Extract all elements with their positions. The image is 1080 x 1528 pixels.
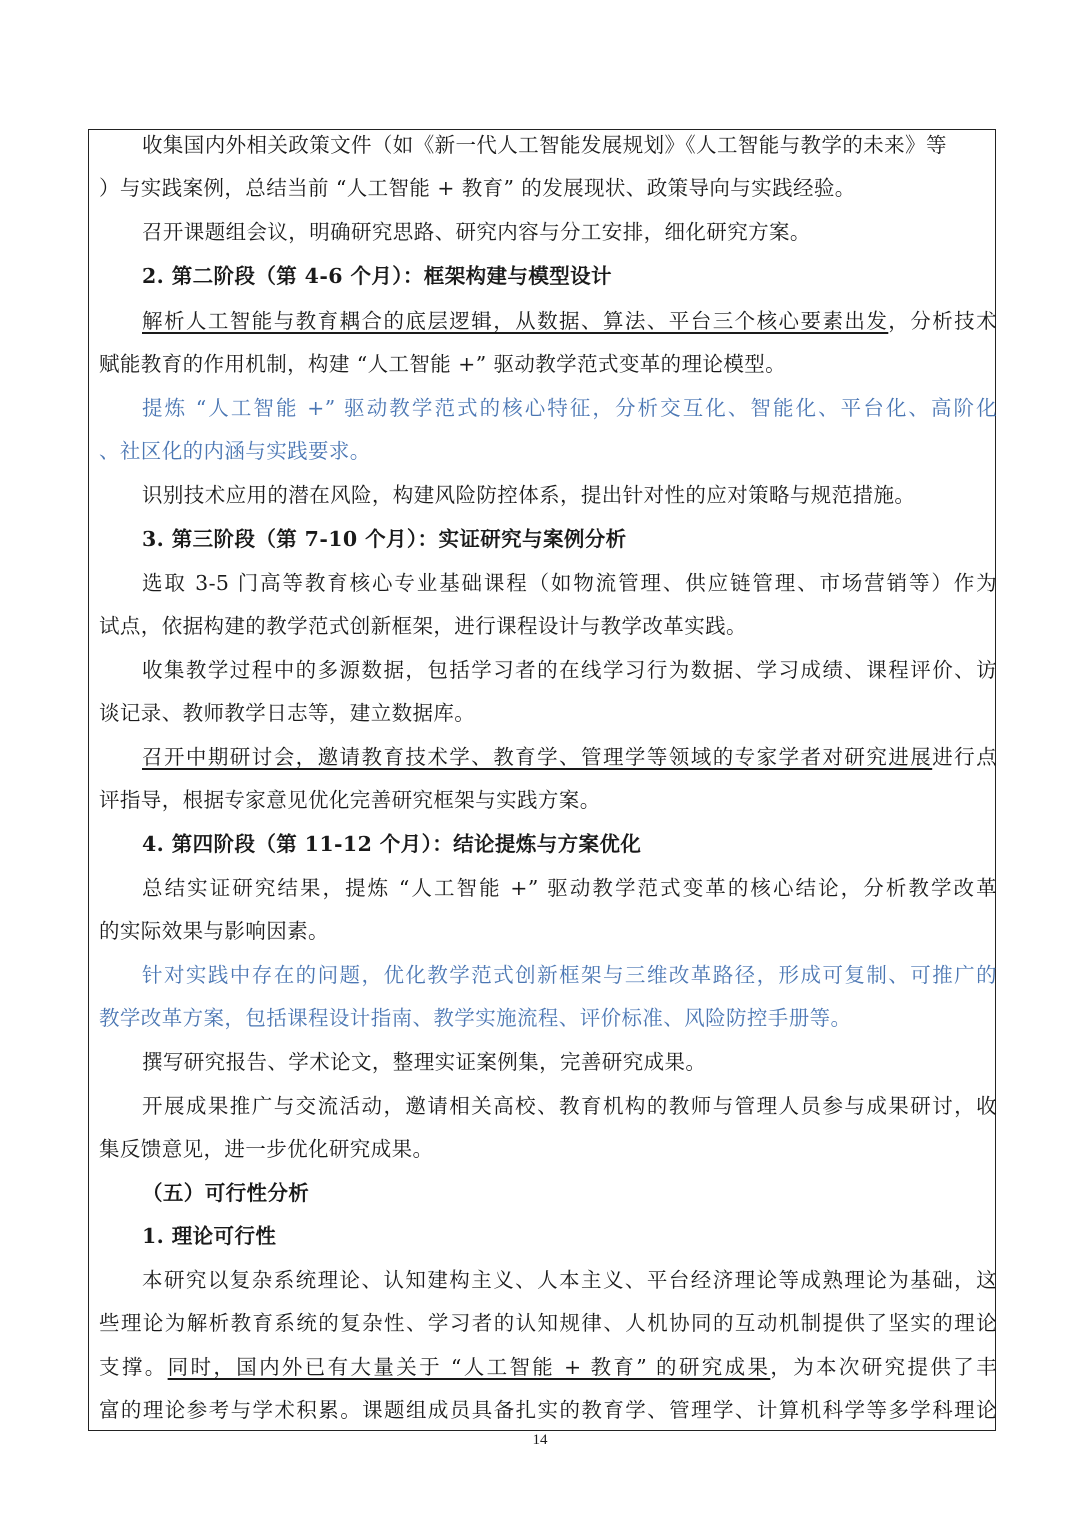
paragraph-line: 总结实证研究结果，提炼 “人工智能 +” 驱动教学范式变革的核心结论，分析教学改革	[142, 876, 997, 900]
underlined-text: 解析人工智能与教育耦合的底层逻辑，从数据、算法、平台三个核心要素出发	[142, 309, 889, 333]
paragraph-line: 评指导，根据专家意见优化完善研究框架与实践方案。	[99, 788, 601, 812]
underlined-text: 召开中期研讨会，邀请教育技术学、教育学、管理学等领域的专家学者对研究进展	[142, 745, 933, 769]
highlighted-line: 教学改革方案，包括课程设计指南、教学实施流程、评价标准、风险防控手册等。	[99, 1006, 852, 1030]
paragraph-line: 些理论为解析教育系统的复杂性、学习者的认知规律、人机协同的互动机制提供了坚实的理论	[99, 1311, 997, 1335]
paragraph-line: 开展成果推广与交流活动，邀请相关高校、教育机构的教师与管理人员参与成果研讨，收	[142, 1094, 997, 1118]
highlighted-line: 针对实践中存在的问题，优化教学范式创新框架与三维改革路径，形成可复制、可推广的	[142, 963, 997, 987]
section-heading-feasibility: （五）可行性分析	[142, 1181, 310, 1205]
paragraph-line: 召开中期研讨会，邀请教育技术学、教育学、管理学等领域的专家学者对研究进展进行点	[142, 745, 998, 769]
paragraph-line: ）与实践案例，总结当前 “人工智能 + 教育” 的发展现状、政策导向与实践经验。	[99, 176, 856, 200]
paragraph-line: 试点，依据构建的教学范式创新框架，进行课程设计与教学改革实践。	[99, 614, 747, 638]
paragraph-line: 收集教学过程中的多源数据，包括学习者的在线学习行为数据、学习成绩、课程评价、访	[142, 658, 997, 682]
underlined-text: 同时，国内外已有大量关于 “人工智能 + 教育” 的研究成果	[167, 1355, 771, 1379]
paragraph-line: 本研究以复杂系统理论、认知建构主义、人本主义、平台经济理论等成熟理论为基础，这	[142, 1268, 997, 1292]
paragraph-line: 谈记录、教师教学日志等，建立数据库。	[99, 701, 476, 725]
paragraph-line: 识别技术应用的潜在风险，构建风险防控体系，提出针对性的应对策略与规范措施。	[142, 483, 916, 507]
section-heading-stage-3: 3. 第三阶段（第 7-10 个月）：实证研究与案例分析	[142, 527, 627, 551]
paragraph-line: 富的理论参考与学术积累。课题组成员具备扎实的教育学、管理学、计算机科学等多学科理论	[99, 1398, 997, 1422]
highlighted-line: 提炼 “人工智能 +” 驱动教学范式的核心特征，分析交互化、智能化、平台化、高阶化	[142, 396, 997, 420]
paragraph-line: 赋能教育的作用机制，构建 “人工智能 +” 驱动教学范式变革的理论模型。	[99, 352, 787, 376]
paragraph-line: 集反馈意见，进一步优化研究成果。	[99, 1137, 434, 1161]
paragraph-line: 的实际效果与影响因素。	[99, 919, 329, 943]
paragraph-line: 撰写研究报告、学术论文，整理实证案例集，完善研究成果。	[142, 1050, 707, 1074]
paragraph-line: 召开课题组会议，明确研究思路、研究内容与分工安排，细化研究方案。	[142, 220, 811, 244]
paragraph-line: 收集国内外相关政策文件（如《新一代人工智能发展规划》《人工智能与教学的未来》等	[142, 133, 947, 157]
paragraph-line: 选取 3-5 门高等教育核心专业基础课程（如物流管理、供应链管理、市场营销等）作为	[142, 571, 997, 595]
section-heading-theory: 1. 理论可行性	[142, 1224, 277, 1248]
section-heading-stage-4: 4. 第四阶段（第 11-12 个月）：结论提炼与方案优化	[142, 832, 642, 856]
paragraph-line: 支撑。同时，国内外已有大量关于 “人工智能 + 教育” 的研究成果，为本次研究提供了丰	[99, 1355, 998, 1379]
section-heading-stage-2: 2. 第二阶段（第 4-6 个月）：框架构建与模型设计	[142, 264, 612, 288]
highlighted-line: 、社区化的内涵与实践要求。	[99, 439, 371, 463]
paragraph-line: 解析人工智能与教育耦合的底层逻辑，从数据、算法、平台三个核心要素出发，分析技术	[142, 309, 997, 333]
page-number: 14	[532, 1432, 548, 1448]
